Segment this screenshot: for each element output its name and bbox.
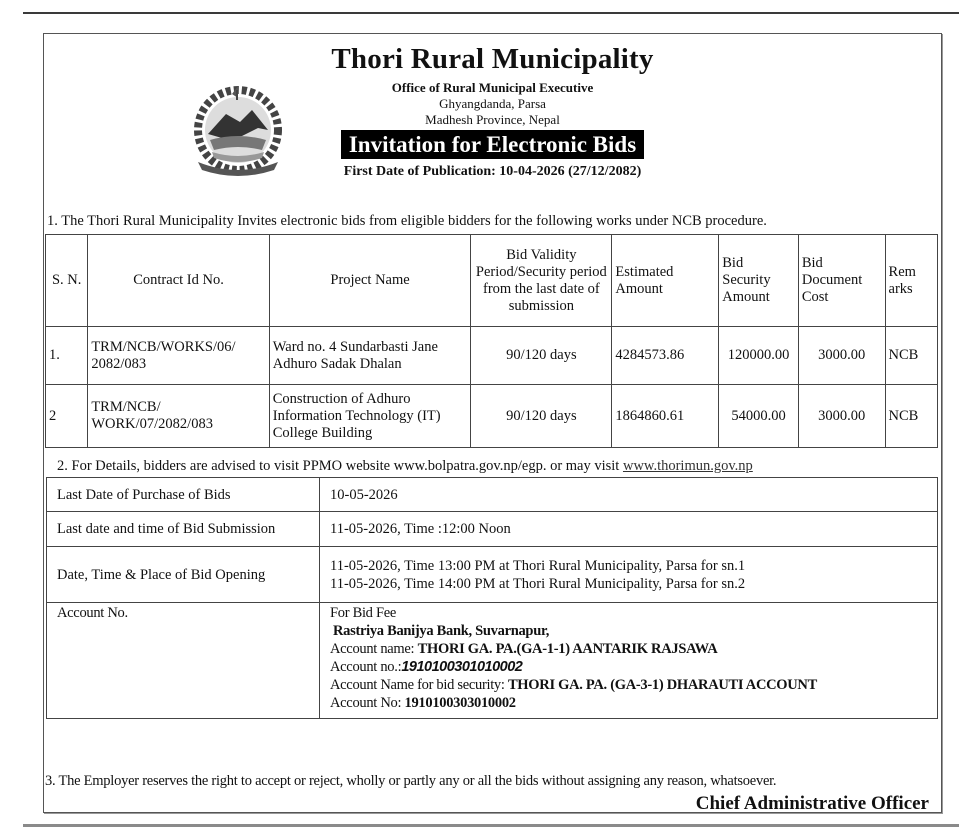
col-estimated-amount: Estimated Amount	[612, 235, 719, 327]
cell-remarks: NCB	[885, 385, 937, 448]
account-name-label: Account name:	[330, 641, 418, 657]
col-remarks: Rem arks	[885, 235, 937, 327]
security-account-no-value: 1910100303010002	[404, 695, 516, 711]
cell-bid-security: 54000.00	[719, 385, 799, 448]
opening-value-2: 11-05-2026, Time 14:00 PM at Thori Rural Municipality, Parsa for sn.2	[330, 575, 746, 592]
office-name: Office of Rural Municipal Executive	[391, 80, 594, 95]
intro-paragraph: 1. The Thori Rural Municipality Invites electronic bids from eligible bidders for the following works under NCB procedure.	[47, 213, 767, 229]
col-bid-security: Bid Security Amount	[719, 235, 799, 327]
municipality-title: Thori Rural Municipality	[331, 43, 654, 75]
table-row	[46, 327, 938, 385]
cell-bid-security: 120000.00	[719, 327, 799, 385]
account-name-line	[330, 640, 927, 658]
col-project-name: Project Name	[269, 235, 471, 327]
opening-value	[320, 547, 938, 603]
top-rule	[23, 12, 959, 14]
security-account-name-label: Account Name for bid security:	[330, 677, 508, 693]
col-contract-id: Contract Id No.	[88, 235, 269, 327]
purchase-row	[47, 478, 938, 512]
notice-box	[43, 33, 942, 813]
bank-name: Rastriya Banijya Bank, Suvarnapur,	[333, 623, 550, 639]
account-no-line	[330, 658, 927, 676]
header	[44, 42, 941, 181]
cell-estimated-amount: 1864860.61	[612, 385, 719, 448]
purchase-label: Last Date of Purchase of Bids	[47, 478, 320, 512]
address-line-2: Madhesh Province, Nepal	[425, 112, 560, 127]
table-row	[46, 385, 938, 448]
cell-validity: 90/120 days	[471, 385, 612, 448]
signatory-title: Chief Administrative Officer	[695, 793, 929, 814]
reservation-paragraph: 3. The Employer reserves the right to accept or reject, wholly or partly any or all the bids without assigning any reason, whatsoever.	[45, 773, 777, 789]
opening-value-1: 11-05-2026, Time 13:00 PM at Thori Rural Municipality, Parsa for sn.1	[330, 557, 746, 574]
opening-row	[47, 547, 938, 603]
col-doc-cost: Bid Document Cost	[798, 235, 885, 327]
security-account-no-line	[330, 694, 927, 712]
cell-doc-cost: 3000.00	[798, 385, 885, 448]
details-paragraph	[57, 457, 753, 475]
col-validity: Bid Validity Period/Security period from the last date of submission	[471, 235, 612, 327]
account-label: Account No.	[47, 603, 320, 719]
cell-remarks: NCB	[885, 327, 937, 385]
security-account-name-value: THORI GA. PA. (GA-3-1) DHARAUTI ACCOUNT	[507, 677, 817, 693]
table-header-row	[46, 235, 938, 327]
col-sn: S. N.	[46, 235, 88, 327]
publication-date: First Date of Publication: 10-04-2026 (27/12/2082)	[343, 164, 642, 179]
cell-contract-id: TRM/NCB/ WORK/07/2082/083	[88, 385, 269, 448]
cell-project-name: Construction of Adhuro Information Technology (IT) College Building	[269, 385, 471, 448]
cell-project-name: Ward no. 4 Sundarbasti Jane Adhuro Sadak Dhalan	[269, 327, 471, 385]
bids-table	[45, 234, 938, 448]
account-name-value: THORI GA. PA.(GA-1-1) AANTARIK RAJSAWA	[417, 641, 718, 657]
cell-validity: 90/120 days	[471, 327, 612, 385]
account-no-value: 1910100301010002	[401, 659, 523, 675]
submission-label: Last date and time of Bid Submission	[47, 512, 320, 547]
cell-sn: 1.	[46, 327, 88, 385]
cell-doc-cost: 3000.00	[798, 327, 885, 385]
address-line-1: Ghyangdanda, Parsa	[439, 96, 546, 111]
schedule-table	[46, 477, 938, 719]
submission-value: 11-05-2026, Time :12:00 Noon	[320, 512, 938, 547]
cell-contract-id: TRM/NCB/WORKS/06/ 2082/083	[88, 327, 269, 385]
account-no-label: Account no.:	[330, 659, 402, 675]
account-details	[320, 603, 938, 719]
for-bid-fee: For Bid Fee	[330, 605, 396, 621]
bottom-rule	[23, 824, 959, 827]
security-account-name-line	[330, 676, 927, 694]
cell-estimated-amount: 4284573.86	[612, 327, 719, 385]
cell-sn: 2	[46, 385, 88, 448]
security-account-no-label: Account No:	[330, 695, 405, 711]
details-text: 2. For Details, bidders are advised to visit PPMO website www.bolpatra.gov.np/egp. or may visit	[57, 458, 623, 474]
invitation-banner: Invitation for Electronic Bids	[341, 130, 644, 159]
submission-row	[47, 512, 938, 547]
municipality-website-link[interactable]: www.thorimun.gov.np	[622, 458, 753, 474]
purchase-value: 10-05-2026	[320, 478, 938, 512]
account-row	[47, 603, 938, 719]
opening-label: Date, Time & Place of Bid Opening	[47, 547, 320, 603]
